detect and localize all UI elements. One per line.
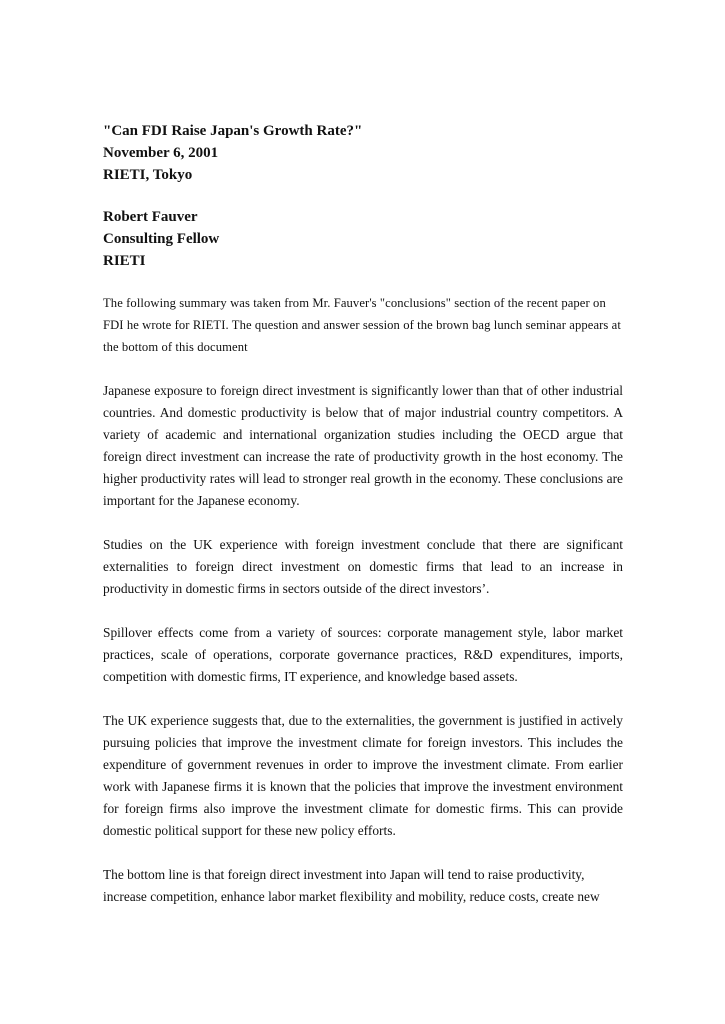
- author-position: Consulting Fellow: [103, 231, 220, 247]
- author-name: Robert Fauver: [103, 209, 198, 225]
- title-block: [103, 120, 623, 186]
- document-location: RIETI, Tokyo: [103, 167, 193, 183]
- body-paragraph-uk-studies: Studies on the UK experience with foreign investment conclude that there are significant externalities to foreign direct investment on domestic firms that lead to an increase in productivity in domestic firms in sectors outside of the direct investors’.: [103, 537, 623, 596]
- intro-paragraph: The following summary was taken from Mr. Fauver's "conclusions" section of the recent paper on FDI he wrote for RIETI. The question and answer session of the brown bag lunch seminar appears at the bottom of this document: [103, 296, 621, 354]
- document-page: [103, 120, 623, 908]
- body-paragraph-uk-experience: The UK experience suggests that, due to the externalities, the government is justified in actively pursuing policies that improve the investment climate for foreign investors. This includes the expenditure of government revenues in order to improve the investment climate. From earlier work with Japanese firms it is known that the policies that improve the investment environment for foreign firms also improve the investment climate for domestic firms. This can provide domestic political support for these new policy efforts.: [103, 713, 623, 838]
- body-paragraph-exposure: Japanese exposure to foreign direct investment is significantly lower than that of other industrial countries. And domestic productivity is below that of major industrial country competitors. A variety of academic and international organization studies including the OECD argue that foreign direct investment can increase the rate of productivity growth in the host economy. The higher productivity rates will lead to stronger real growth in the economy. These conclusions are important for the Japanese economy.: [103, 383, 623, 508]
- document-date: November 6, 2001: [103, 145, 219, 161]
- author-organization: RIETI: [103, 253, 146, 269]
- body-paragraph-bottom-line: The bottom line is that foreign direct investment into Japan will tend to raise productivity, increase competition, enhance labor market flexibility and mobility, reduce costs, create new: [103, 867, 600, 904]
- author-block: [103, 206, 623, 272]
- body-paragraph-spillover: Spillover effects come from a variety of sources: corporate management style, labor market practices, scale of operations, corporate governance practices, R&D expenditures, imports, competition with domestic firms, IT experience, and knowledge based assets.: [103, 625, 623, 684]
- document-title: "Can FDI Raise Japan's Growth Rate?": [103, 123, 363, 139]
